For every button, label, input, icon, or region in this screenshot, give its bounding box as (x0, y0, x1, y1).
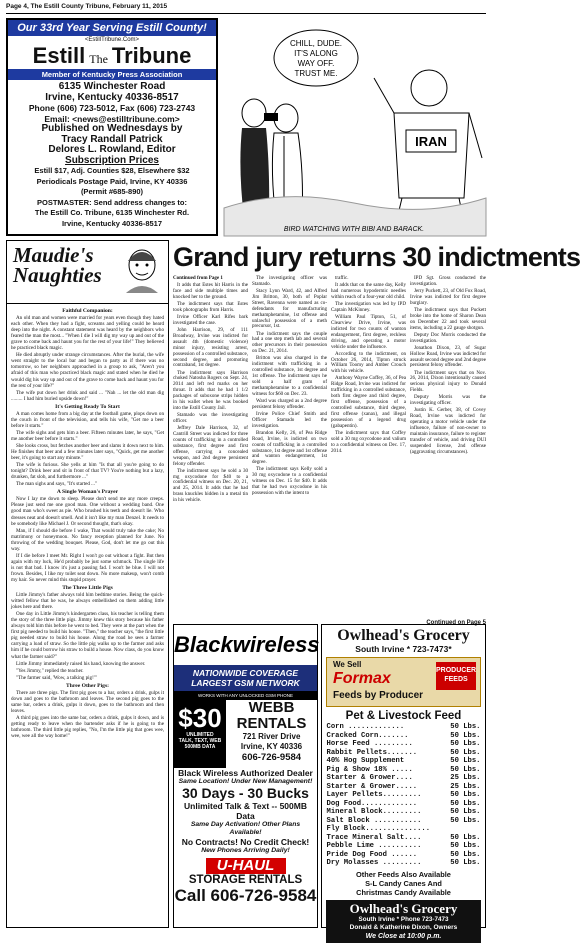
gsm-note: WORKS WITH ANY UNLOCKED GSM PHONE (174, 691, 317, 700)
feeds-banner (326, 657, 481, 707)
speech-line-4: TRUST ME. (294, 69, 338, 78)
speech-line-1: CHILL, DUDE. (289, 39, 343, 48)
masthead-info (8, 82, 216, 229)
days-offer: 30 Days - 30 Bucks (182, 785, 309, 801)
feed-name: Horse Feed ......... (326, 740, 413, 748)
joke-paragraph: The wife sighs and gets him a beer. Fifteen minutes later, he says, "Get me another beer before it starts." (11, 429, 164, 442)
article-paragraph: The indictment says that Coffey sold a 30 mg oxycodone and valium to a confidential witness on Dec. 17, 2014. (331, 429, 406, 454)
editor-name: Delores L. Rowland, Editor (48, 144, 176, 155)
feed-row (327, 825, 481, 834)
joke-paragraph: If I die before I meet Mr. Right I won't go out without a fight. But then again with my luck, He'd probably be just some schmuck. The single life is not that bad. I know it's just a passing fad. I won't be blue. I will not frown. Besides, I like my toilet seat down. No more makeup, won't comb my hair. So never mind this stupid prayer. (11, 552, 164, 583)
feed-name: Dog Food............. (326, 799, 418, 808)
article-paragraph: Irvine Officer Karl Rifes bark investigated the case. (173, 314, 248, 326)
speech-line-3: WAY OFF. (297, 59, 335, 68)
dealer-line: Black Wireless Authorized Dealer (178, 768, 313, 778)
article-paragraph: The investigating officer was Stamado. (252, 275, 327, 287)
feeds-by-producer: Feeds by Producer (333, 690, 424, 701)
feed-amount: 50 Lbs. (450, 833, 481, 842)
feed-amount (446, 825, 481, 834)
footer-close: We Close at 10:00 p.m. (365, 932, 442, 940)
article-headline: Grand jury returns 30 indictments (173, 242, 580, 272)
feed-row (327, 800, 481, 809)
feed-name: Corn ............. (326, 723, 405, 731)
logo-tribune: Tribune (111, 43, 192, 68)
feed-name: Mineral Block......... (326, 808, 422, 816)
feed-row (327, 851, 481, 860)
continued-from: Continued from Page 1 (173, 275, 223, 281)
feed-amount: 50 Lbs. (450, 748, 481, 757)
plan-talktext: TALK, TEXT, WEB (178, 738, 222, 744)
feed-row (327, 766, 481, 775)
feed-amount: 50 Lbs. (450, 731, 481, 740)
joke-heading: Faithful Companion: (62, 308, 113, 314)
article-paragraph: The indictment says the couple had a one step meth lab and several other precursors in their possession on Dec. 21, 2014. (252, 330, 327, 355)
cartoon-drawing (224, 18, 486, 236)
article-column-2 (252, 276, 327, 498)
feed-amount: 50 Lbs. (450, 799, 481, 808)
feed-amount: 25 Lbs. (450, 782, 481, 791)
feed-amount: 50 Lbs. (450, 740, 481, 748)
email-line[interactable]: Email: <news@estilltribune.com> (44, 113, 180, 124)
article-column-1 (173, 276, 248, 505)
feed-name: Dry Molasses ......... (326, 859, 422, 867)
article-column-3 (331, 276, 406, 456)
storage-line: STORAGE RENTALS (188, 874, 303, 886)
feed-amount: 50 Lbs. (450, 757, 481, 765)
other-line-2: S-L Candy Canes And (365, 878, 442, 888)
footer-location: South Irvine * Phone 723-7473 (358, 915, 449, 923)
article-paragraph: The indictment says that Estes took photographs from Harris. (173, 301, 248, 313)
webb-address-2: Irvine, KY 40336 (240, 742, 303, 751)
feed-name: Pebble Lime .......... (326, 842, 422, 850)
feed-amount: 50 Lbs. (450, 808, 481, 816)
page-header: Page 4, The Estill County Tribune, February 11, 2015 (6, 3, 486, 14)
webb-rentals-ad (173, 624, 318, 928)
webb-name: WEBB (248, 699, 295, 716)
postmaster-line-1: POSTMASTER: Send address changes to: (36, 197, 188, 207)
article-paragraph: Deputy Morris was the investigating officer. (410, 394, 486, 407)
address-line-1: 6135 Winchester Road (58, 81, 166, 92)
blackwireless-logo: Blackwireless (174, 625, 317, 665)
feed-name: Starter & Grower.... (326, 774, 413, 782)
article-paragraph: Brandon Kelly, 26, of Pea Ridge Road, Irvine, is indicted on two counts of trafficking in a controlled substance, 1st degree and 1st offense and wanton endangerment, 1st degree. (252, 429, 327, 466)
feed-row (327, 732, 481, 741)
feed-name: Rabbit Pellets....... (326, 748, 418, 757)
joke-paragraph: There are three pigs. The first pig goes to a bar, orders a drink, gulps it down and goes to the bathroom and leaves. The second pig goes to the same bar, orders a drink, gulps it down, goes to the bathroom and then leaves. (11, 689, 164, 714)
postmaster-line-2: The Estill Co. Tribune, 6135 Winchester Rd. (34, 208, 190, 217)
other-line-1: Other Feeds Also Available (356, 869, 451, 879)
joke-paragraph: Little Jimmy's father always told him bedtime stories. Being the quick-witted fellow that he was, he always embellished on them adding little jokes here and there. (11, 592, 164, 611)
feed-row (327, 834, 481, 843)
webb-info (226, 700, 317, 768)
joke-heading: It's Getting Ready To Start (55, 403, 120, 410)
uhaul-logo: U-HAUL (206, 858, 286, 874)
article-paragraph: Justin K. Gerber, 38, of Covey Road, Irvine was indicted for operating a motor vehicle under the influence, failure of non-owner to maintain insurance, failure to register transfer of vehicle, and driving DUI suspended license, 2nd offense (aggravating circumstances). (410, 407, 486, 455)
shirt-label: IRAN (415, 134, 447, 149)
joke-paragraph: One day in Little Jimmy's kindergarten class, his teacher is telling them the story of the three little pigs. Jimmy knew this story because his father always told him this before he went to bed. They were at the part when the first pig needed to build his house. "Then," the teacher says, "the first little pig needed straw to build his house. Along the road he sees a farmer carrying a load of straw. So the little pig walks up to the farmer and asks him if he could borrow his straw to build a house. Now class, do you know what the farmer said?" (11, 611, 164, 660)
article-column-4 (410, 276, 486, 457)
feed-name: Cracked Corn....... (326, 731, 409, 740)
article-paragraph: It adds that Estes hit Harris in the face and side multiple times and knocked her to the ground. (173, 282, 248, 300)
coverage-line-2: LARGEST GSM NETWORK (191, 678, 300, 688)
article-paragraph: John Harrison, 29, of 111 Broadway, Irvine was indicted for assault 4th (domestic violence) minor injury, resisting arrest, possession of a controlled substance, second degree, and promoting contraband, 1st degree. (173, 327, 248, 369)
postmaster-line-3: Irvine, Kentucky 40336-8517 (61, 218, 163, 228)
feed-amount: 25 Lbs. (450, 774, 481, 782)
article-paragraph: The indictment says that Puckett broke into the home of Sharon Dean on December 22 and took several items, including a 22 gauge shotgun. (410, 306, 486, 331)
feed-name: Trace Mineral Salt.... (326, 833, 422, 842)
article-paragraph: Stamado was the investigating officer. (173, 412, 248, 424)
no-contracts-line: No Contracts! No Credit Check! (181, 837, 310, 847)
feed-name: Starter & Grower..... (326, 782, 418, 791)
plan-price: $30 (178, 703, 222, 733)
feed-row (327, 757, 481, 766)
article-paragraph: Anthony Wayne Coffey, 36, of Pea Ridge Road, Irvine was indicted for trafficking in a controlled substance, both first degree and third degree, first offense, possession of a controlled substance, third degree, first offense (xanax), and illegal possession of a legend drug (gabapentin). (331, 375, 406, 429)
feed-amount: 50 Lbs. (450, 816, 481, 825)
plan-data: 500MB DATA (184, 744, 216, 750)
joke-paragraph: The wife put down her drink and said ... "Nah ... let the old man dig ......... I had him buried upside down!" (11, 389, 164, 402)
feed-amount: 50 Lbs. (450, 850, 481, 859)
feed-name: Salt Block ........... (326, 816, 422, 825)
footer-owners: Donald & Katherine Dixon, Owners (349, 923, 458, 931)
title-line-1: Maudie's (13, 243, 94, 267)
article-paragraph: traffic. (335, 275, 349, 281)
plan-price-box (174, 700, 226, 768)
joke-paragraph: He died abruptly under strange circumstances. After the burial, the wife went straight to the local bar and began to party as if there was no tomorrow, so her neighbors approached in a group to ask, "Aren't you afraid of this man who practiced black magic and stated when he died he would dig his way up and out of the grave to come back and haunt you for the rest of your life?" (11, 352, 164, 389)
maudies-naughties-column (6, 240, 169, 928)
phone-line: Phone (606) 723-5012, Fax (606) 723-2743 (28, 103, 196, 113)
article-paragraph: The indictment says that on Nov. 26, 2014, Dixon intentionally caused serious physical injury to Donald Fields. (410, 369, 486, 394)
feed-amount: 50 Lbs. (450, 723, 481, 731)
feed-name: Layer Pellets......... (326, 791, 422, 799)
continued-on[interactable]: Continued on Page 5 (426, 620, 486, 626)
owlheads-grocery-ad (321, 624, 486, 940)
address-line-2: Irvine, Kentucky 40336-8517 (45, 91, 179, 103)
feed-row (327, 740, 481, 749)
cartoon-caption: BIRD WATCHING WITH BIBI AND BARACK. (283, 226, 425, 233)
joke-paragraph: The wife is furious. She yells at him "Is that all you're going to do tonight? Drink beer and sit in front of that TV? You're nothing but a lazy, drunken, fat slob, and furthermore ..." (11, 462, 164, 481)
editorial-cartoon (224, 18, 486, 236)
other-feeds-note (322, 870, 485, 897)
feed-row (327, 774, 481, 783)
tribune-logo (8, 43, 216, 69)
maudie-portrait-icon (122, 247, 162, 293)
published-line: Published on Wednesdays by (41, 123, 183, 134)
article-paragraph: Irvine Police Chief Smith and Officer Stamado led the investigation. (252, 410, 327, 429)
plan-row (174, 700, 317, 768)
joke-heading: The Three Little Pigs (62, 585, 113, 592)
article-paragraph: Jeffrey Dale Harrison, 32, of Cantrill Street was indicted for three counts of trafficking in a controlled substance, first degree and first offense, carrying a concealed weapon, and 2nd degree persistent felony offender. (173, 425, 248, 467)
same-day-line: Same Day Activation! Other Plans Available! (190, 821, 301, 836)
article-paragraph: The indictment says he sold a 30 mg oxycodone for $40 to a confidential witness on Dec. 20, 21, and 25, 2014. It adds that he had brass knuckles hidden in a metal tin in his vehicle. (173, 467, 248, 504)
feed-name: Fly Block............... (326, 825, 431, 833)
feed-row (327, 817, 481, 826)
publisher-name: Tracy Randall Patrick (61, 133, 163, 145)
joke-heading: A Single Woman's Prayer (56, 489, 119, 496)
joke-paragraph: The man sighs and says, "It's started ..." (16, 481, 98, 488)
pet-livestock-title: Pet & Livestock Feed (345, 710, 462, 722)
feed-amount: 50 Lbs. (450, 842, 481, 850)
periodicals-line: Periodicals Postage Paid, Irvine, KY 40336 (36, 176, 188, 186)
feed-row (327, 808, 481, 817)
other-line-3: Christmas Candy Available (356, 887, 451, 897)
title-line-2: Naughties (13, 263, 102, 287)
article-paragraph: The indictment says Harrison choked Natosha Rogers on Sept. 24, 2014 and left red marks on her throat. It adds that he had 1 1/2 packages of suboxone strips hidden in his wallet when he was booked into the Estill County Jail. (173, 369, 248, 411)
plan-unlimited: UNLIMITED (186, 732, 214, 738)
article-paragraph: Ward was charged as a 2nd degree persistent felony offender. (252, 397, 327, 410)
footer-name: Owlhead's Grocery (349, 900, 458, 916)
article-paragraph: The investigation was led by IPD Captain McKinney. (331, 301, 406, 313)
new-phones-line: New Phones Arriving Daily! (201, 847, 290, 854)
coverage-banner (174, 665, 317, 691)
press-association: Member of Kentucky Press Association (8, 69, 216, 80)
article-paragraph: The indictment says Kelly sold a 30 mg oxycodone to a confidential witness on Dec. 15 for $40. It adds that he had two oxycodone in his possession with the intent to (252, 466, 327, 497)
article-paragraph: Jonathon Dixon, 23, of Sugar Hollow Road, Irvine was indicted for assault second degree and 2nd degree persistent felony offender. (410, 344, 486, 369)
article-paragraph: Deputy Doc Morris conducted the investigation. (410, 331, 486, 344)
feed-price-list (327, 723, 481, 868)
feed-name: Pride Dog Food ...... (326, 850, 418, 859)
article-paragraph: It adds that on the same day, Kelly had numerous hypodermic needles within reach of a four-year old child. (331, 282, 406, 300)
we-sell: We Sell (333, 660, 362, 669)
feed-amount: 50 Lbs. (450, 791, 481, 799)
joke-paragraph: Man, if I should die before I wake, That would truly take the cake; No matrimony or honeymoon. No fancy reception planned for June. No throwing of the wedding bouquet. Please, God, don't let me go out this way. (11, 527, 164, 552)
webb-rentals: RENTALS (236, 715, 307, 732)
speech-line-2: IT'S ALONG (294, 49, 338, 58)
joke-paragraph: She looks cross, but fetches another beer and slams it down next to him. He finishes that beer and a few minutes later says, "Quick, get me another beer, it's going to start any minute." (11, 442, 164, 462)
article-paragraph: According to the indictment, on October 26, 2014, Tipton struck William Toomy and Amber Crouch with his vehicle. (331, 350, 406, 375)
feed-amount: 50 Lbs. (450, 765, 481, 774)
grocery-footer (326, 900, 481, 943)
grocery-name: Owlhead's Grocery (337, 627, 470, 644)
call-line: Call 606-726-9584 (174, 886, 317, 905)
feed-row (327, 783, 481, 792)
joke-paragraph: Now I lay me down to sleep. Please don't send me any more creeps. Please just send me one good man. One without a wedding band. One good man who's sweet as pie. Who brushed his teeth and doesn't lie. Who dresses neat and doesn't smell. And it isn't like my man Denzel. It needs to be somebody like Michael J. Or second thought, that's okay. (11, 496, 164, 527)
feed-row (327, 791, 481, 800)
article-paragraph: IPD Sgt. Gross conducted the investigation. (410, 275, 486, 287)
column-body (7, 304, 168, 742)
feed-amount: 50 Lbs. (450, 859, 481, 867)
feed-name: Pig & Show 18% ..... (326, 765, 413, 774)
joke-paragraph: A man comes home from a big day at the football game, plops down on the couch in front of the television, and tells his wife, "Get me a beer before it starts." (11, 410, 164, 429)
joke-paragraph: "Yes Jimmy," replied the teacher. (16, 667, 84, 674)
feed-row (327, 749, 481, 758)
webb-phone: 606-726-9584 (241, 752, 302, 763)
joke-heading: Three Other Pigs: (66, 682, 109, 689)
formax-logo: Formax (333, 670, 391, 687)
unlimited-line: Unlimited Talk & Text -- 500MB Data (184, 801, 307, 821)
column-title (7, 241, 168, 304)
logo-estill: Estill (32, 43, 86, 68)
article-paragraph: Stacy Lynn Ward, 42, and Alfred Jim Britton, 30, both of Poplar Street, Ravenna were named as co-defendants for manufacturing methamphetamine, 1st offense and unlawful possession of a meth precursor, 1st. (252, 288, 327, 330)
logo-the: The (89, 52, 108, 66)
webb-address-1: 721 River Drive (242, 732, 301, 741)
joke-paragraph: A third pig goes into the same bar, orders a drink, gulps it down, and is getting ready to leave when the bartender asks if he is going to the bathroom. The third little pig replies, "No, I'm the little pig that goes wee, wee, wee all the way home!" (11, 714, 164, 740)
article-paragraph: Jerry Puckett, 23, of Old Fox Road, Irvine was indicted for first degree burglary. (410, 288, 486, 306)
coverage-line-1: NATIONWIDE COVERAGE (192, 668, 299, 678)
joke-paragraph: "The farmer said, 'Wow, a talking pig!'" (16, 674, 97, 681)
joke-paragraph: Little Jimmy immediately raised his hand, knowing the answer. (16, 660, 146, 667)
article-paragraph: William Paul Tipton, 51, of Clearview Drive, Irvine, was indicted for two counts of wanton endangerment, first degree, reckless driving, and operating a motor vehicle under the influence. (331, 314, 406, 350)
subscription-prices: Estill $17, Adj. Counties $28, Elsewhere $32 (34, 166, 190, 175)
masthead (6, 18, 218, 236)
feed-row (327, 723, 481, 732)
feed-row (327, 842, 481, 851)
anniversary-banner: Our 33rd Year Serving Estill County! (8, 20, 216, 36)
article-paragraph: Britton was also charged in the indictment with trafficking in a controlled substance, 1st degree and 1st offense. The indictment says he sold a half gram of methamphetamine to a confidential witness for $60 on Dec. 23. (252, 355, 327, 397)
subscription-title: Subscription Prices (65, 154, 159, 166)
grocery-location: South Irvine * 723-7473* (355, 644, 452, 654)
producer-feeds-logo: PRODUCER FEEDS (436, 662, 476, 690)
article-body (173, 276, 486, 626)
location-line: Same Location! Under New Management! (178, 778, 313, 785)
website-link[interactable]: <EstillTribune.Com> (84, 37, 140, 43)
feed-row (327, 859, 481, 868)
feed-name: 40% Hog Supplement (326, 757, 405, 765)
permit-line: (Permit #685-890) (80, 187, 144, 196)
joke-paragraph: An old man and women were married for years even though they hated each other. When they had a fight, screams and yelling could be heard deep into the night. A constant statement was heard by the neighbors who feared the man the most... "When I die I will dig my way up and out of the grave to come back and haunt you for the rest of your life!" They believed he practiced black magic. (11, 315, 164, 352)
